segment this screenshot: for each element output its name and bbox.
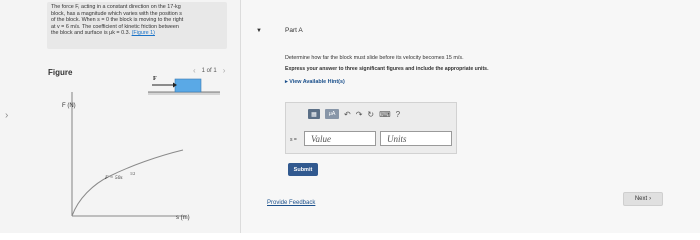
reset-icon[interactable]: ↻ (367, 109, 375, 119)
collapse-chevron-icon[interactable]: › (5, 110, 9, 121)
force-label: F (153, 76, 157, 82)
problem-line-3: of the block. When s = 0 the block is moving to the right (51, 17, 184, 24)
answer-variable-label: s = (290, 137, 297, 143)
y-axis-label: F (N) (62, 103, 76, 109)
keyboard-icon[interactable]: ⌨ (379, 109, 391, 119)
curve-equation: F = 50s (105, 175, 123, 181)
view-hints-label: View Available Hint(s) (289, 79, 345, 85)
figure-pager (193, 66, 225, 75)
template-icon[interactable]: ▦ (308, 109, 320, 119)
units-input[interactable]: Units (380, 131, 452, 146)
problem-line-1: The force F, acting in a constant direction on the 17-kg (51, 4, 181, 10)
value-input[interactable]: Value (304, 131, 376, 146)
problem-statement (47, 2, 227, 49)
x-axis-label: s (m) (176, 215, 190, 221)
redo-icon[interactable]: ↷ (355, 109, 363, 119)
figure-pager-text: 1 of 1 (201, 67, 217, 74)
part-title: Part A (285, 27, 303, 34)
help-icon[interactable]: ? (395, 109, 401, 119)
undo-icon[interactable]: ↶ (344, 109, 351, 119)
force-position-graph (48, 76, 228, 224)
next-figure-icon[interactable]: › (222, 66, 226, 75)
problem-line-5-text: the block and surface is μk = 0.3. (51, 30, 131, 37)
problem-line-2: block, has a magnitude which varies with the position s (51, 10, 182, 17)
problem-line-4: at v = 6 m/s. The coefficient of kinetic friction between (51, 23, 179, 30)
answer-toolbar (308, 109, 400, 119)
next-chevron-icon: › (649, 196, 652, 202)
problem-line-5 (51, 30, 223, 37)
part-toggle-icon[interactable]: ▼ (256, 28, 262, 34)
curve-equation-exponent: 1/2 (130, 171, 136, 176)
ground-surface (148, 92, 220, 95)
next-button[interactable] (623, 192, 663, 206)
next-button-label: Next (634, 196, 648, 202)
symbol-button[interactable]: μA (325, 109, 339, 119)
figure-label: Figure (48, 68, 73, 77)
submit-button[interactable]: Submit (288, 163, 318, 176)
view-hints-link[interactable]: ▸ View Available Hint(s) (285, 79, 345, 85)
block (175, 79, 201, 92)
force-curve (72, 150, 183, 216)
instruction-text: Express your answer to three significant figures and include the appropriate units. (285, 66, 489, 72)
figure-link[interactable]: (Figure 1) (131, 30, 155, 37)
prev-figure-icon[interactable]: ‹ (193, 66, 196, 75)
provide-feedback-link[interactable]: Provide Feedback (267, 200, 316, 206)
question-text: Determine how far the block must slide before its velocity becomes 15 m/s. (285, 55, 464, 61)
